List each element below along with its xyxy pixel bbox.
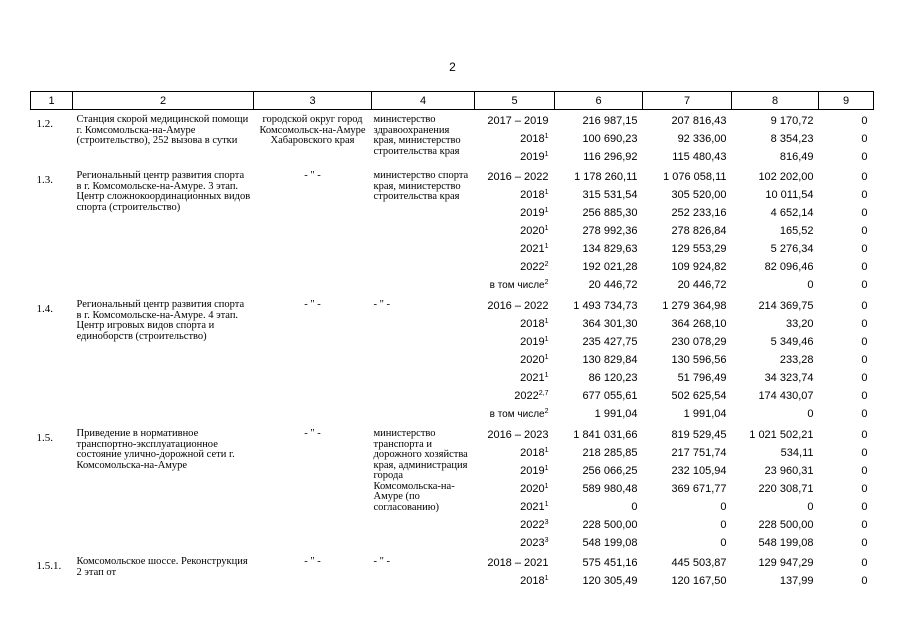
period-label: 2016 – 2022 — [487, 300, 549, 312]
period-label: 2020 — [520, 483, 545, 495]
column-7-cell: 305 520,00 — [671, 189, 727, 201]
column-8-cell: 0 — [807, 501, 814, 513]
total-cell: 134 829,63 — [582, 243, 638, 255]
total-cell: 86 120,23 — [588, 372, 638, 384]
column-8-cell: 0 — [807, 279, 814, 291]
page-number: 2 — [449, 60, 456, 74]
column-8-cell: 8 354,23 — [770, 133, 814, 145]
column-8-cell: 129 947,29 — [758, 557, 814, 569]
total-cell: 218 285,85 — [582, 447, 638, 459]
period-cell — [475, 204, 555, 222]
column-7-cell: 819 529,45 — [671, 429, 727, 441]
period-cell — [475, 552, 555, 572]
column-9-cell: 0 — [861, 115, 868, 127]
table-row — [31, 424, 874, 444]
column-9-cell: 0 — [861, 354, 868, 366]
column-9-cell: 0 — [861, 261, 868, 273]
column-7-cell: 252 233,16 — [671, 207, 727, 219]
item-number: 1.5. — [36, 432, 53, 444]
column-8-cell: 34 323,74 — [764, 372, 814, 384]
column-7-cell: 364 268,10 — [671, 318, 727, 330]
column-header: 2 — [73, 92, 254, 110]
table-row — [31, 166, 874, 186]
period-label: 2016 – 2022 — [487, 171, 549, 183]
column-header: 3 — [254, 92, 372, 110]
period-cell — [475, 572, 555, 590]
period-label: 2019 — [520, 151, 545, 163]
column-8-cell: 102 202,00 — [758, 171, 814, 183]
column-9-cell: 0 — [861, 151, 868, 163]
total-cell: 278 992,36 — [582, 225, 638, 237]
column-7-cell: 217 751,74 — [671, 447, 727, 459]
column-8-cell: 548 199,08 — [758, 537, 814, 549]
column-header: 9 — [819, 92, 874, 110]
footnote-mark: 1 — [544, 318, 549, 325]
column-9-cell: 0 — [861, 225, 868, 237]
item-location: городской округ город Комсомольск-на-Амуре Хабаровского края — [259, 114, 366, 146]
item-number: 1.2. — [36, 118, 53, 130]
period-cell — [475, 462, 555, 480]
period-label: в том числе — [489, 280, 545, 291]
footnote-mark: 1 — [544, 151, 549, 158]
period-label: 2016 – 2023 — [487, 429, 549, 441]
column-8-cell: 5 349,46 — [770, 336, 814, 348]
total-cell: 575 451,16 — [582, 557, 638, 569]
footnote-mark: 1 — [544, 483, 549, 490]
footnote-mark: 3 — [544, 537, 549, 544]
footnote-mark: 1 — [544, 207, 549, 214]
total-cell: 364 301,30 — [582, 318, 638, 330]
column-9-cell: 0 — [861, 189, 868, 201]
period-cell — [475, 424, 555, 444]
period-label: 2020 — [520, 225, 545, 237]
period-cell — [475, 276, 555, 295]
footnote-mark: 2 — [544, 408, 549, 415]
column-9-cell: 0 — [861, 207, 868, 219]
column-8-cell: 214 369,75 — [758, 300, 814, 312]
column-7-cell: 130 596,56 — [671, 354, 727, 366]
column-8-cell: 23 960,31 — [764, 465, 814, 477]
item-executor: - " - — [373, 556, 391, 567]
column-7-cell: 502 625,54 — [671, 390, 727, 402]
total-cell: 1 178 260,11 — [574, 171, 638, 183]
period-label: 2018 — [520, 133, 545, 145]
footnote-mark: 1 — [544, 336, 549, 343]
column-8-cell: 816,49 — [779, 151, 814, 163]
column-9-cell: 0 — [861, 243, 868, 255]
period-cell — [475, 166, 555, 186]
total-cell: 100 690,23 — [582, 133, 638, 145]
table-row — [31, 552, 874, 572]
column-8-cell: 4 652,14 — [770, 207, 814, 219]
item-number: 1.4. — [36, 303, 53, 315]
total-cell: 20 446,72 — [588, 279, 638, 291]
column-7-cell: 0 — [720, 501, 727, 513]
period-label: 2019 — [520, 336, 545, 348]
period-cell — [475, 369, 555, 387]
column-7-cell: 120 167,50 — [671, 575, 727, 587]
footnote-mark: 1 — [544, 575, 549, 582]
column-9-cell: 0 — [861, 501, 868, 513]
period-label: 2020 — [520, 354, 545, 366]
column-7-cell: 92 336,00 — [677, 133, 727, 145]
column-7-cell: 51 796,49 — [677, 372, 727, 384]
item-number: 1.3. — [36, 174, 53, 186]
period-label: 2018 — [520, 447, 545, 459]
period-cell — [475, 387, 555, 405]
footnote-mark: 2,7 — [538, 390, 549, 397]
period-label: 2021 — [520, 501, 545, 513]
column-7-cell: 207 816,43 — [671, 115, 727, 127]
footnote-mark: 1 — [544, 133, 549, 140]
column-8-cell: 82 096,46 — [764, 261, 814, 273]
item-name: Комсомольское шоссе. Реконструкция 2 этап от — [76, 556, 248, 578]
period-cell — [475, 534, 555, 552]
column-7-cell: 1 991,04 — [683, 408, 727, 420]
column-9-cell: 0 — [861, 390, 868, 402]
total-cell: 548 199,08 — [582, 537, 638, 549]
period-label: 2023 — [520, 537, 545, 549]
footnote-mark: 1 — [544, 501, 549, 508]
column-8-cell: 220 308,71 — [758, 483, 814, 495]
period-cell — [475, 516, 555, 534]
item-executor: министерство транспорта и дорожного хозяйства края, администрация города Комсомольска-на-Амуре (по согласованию) — [373, 428, 468, 513]
table-row — [31, 110, 874, 131]
item-name: Приведение в нормативное транспортно-эксплуатационное состояние улично-дорожной сети г. Комсомольска-на-Амуре — [76, 428, 235, 471]
column-7-cell: 1 076 058,11 — [663, 171, 727, 183]
column-7-cell: 445 503,87 — [671, 557, 727, 569]
period-label: 2021 — [520, 243, 545, 255]
column-8-cell: 0 — [807, 408, 814, 420]
period-cell — [475, 405, 555, 424]
footnote-mark: 1 — [544, 354, 549, 361]
column-9-cell: 0 — [861, 447, 868, 459]
period-label: 2018 — [520, 575, 545, 587]
period-label: 2018 — [520, 318, 545, 330]
total-cell: 1 991,04 — [594, 408, 638, 420]
period-cell — [475, 333, 555, 351]
column-8-cell: 10 011,54 — [765, 189, 814, 201]
footnote-mark: 2 — [544, 279, 549, 286]
period-cell — [475, 148, 555, 166]
column-9-cell: 0 — [861, 300, 868, 312]
footnote-mark: 1 — [544, 372, 549, 379]
footnote-mark: 1 — [544, 225, 549, 232]
column-9-cell: 0 — [861, 575, 868, 587]
period-cell — [475, 258, 555, 276]
column-8-cell: 233,28 — [779, 354, 814, 366]
column-7-cell: 1 279 364,98 — [662, 300, 727, 312]
total-cell: 0 — [631, 501, 638, 513]
period-label: 2018 – 2021 — [487, 557, 549, 569]
column-9-cell: 0 — [861, 318, 868, 330]
period-cell — [475, 295, 555, 315]
column-8-cell: 33,20 — [785, 318, 814, 330]
footnote-mark: 3 — [544, 519, 549, 526]
total-cell: 256 885,30 — [582, 207, 638, 219]
column-9-cell: 0 — [861, 519, 868, 531]
column-8-cell: 228 500,00 — [758, 519, 814, 531]
column-8-cell: 137,99 — [779, 575, 814, 587]
column-9-cell: 0 — [861, 465, 868, 477]
column-header: 1 — [31, 92, 73, 110]
period-cell — [475, 130, 555, 148]
period-cell — [475, 315, 555, 333]
period-cell — [475, 110, 555, 131]
item-location: - " - — [304, 428, 321, 439]
item-location: - " - — [304, 170, 321, 181]
item-location: - " - — [304, 556, 321, 567]
column-9-cell: 0 — [861, 372, 868, 384]
table-row — [31, 295, 874, 315]
column-7-cell: 232 105,94 — [671, 465, 727, 477]
period-label: 2018 — [520, 189, 545, 201]
footnote-mark: 1 — [544, 243, 549, 250]
column-9-cell: 0 — [861, 408, 868, 420]
column-7-cell: 230 078,29 — [671, 336, 727, 348]
total-cell: 228 500,00 — [582, 519, 638, 531]
column-7-cell: 0 — [720, 537, 727, 549]
column-7-cell: 129 553,29 — [671, 243, 727, 255]
column-header: 7 — [643, 92, 732, 110]
item-name: Региональный центр развития спорта в г. Комсомольске-на-Амуре. 3 этап. Центр сложнокоординационных видов спорта (строительство) — [76, 170, 251, 213]
column-9-cell: 0 — [861, 336, 868, 348]
header-row — [31, 92, 874, 110]
total-cell: 256 066,25 — [582, 465, 638, 477]
period-cell — [475, 480, 555, 498]
column-9-cell: 0 — [861, 279, 868, 291]
period-label: 2017 – 2019 — [487, 115, 549, 127]
column-9-cell: 0 — [861, 133, 868, 145]
period-label: 2022 — [520, 519, 545, 531]
column-9-cell: 0 — [861, 429, 868, 441]
program-table — [30, 91, 874, 590]
column-7-cell: 369 671,77 — [671, 483, 727, 495]
period-cell — [475, 444, 555, 462]
period-cell — [475, 186, 555, 204]
column-9-cell: 0 — [861, 537, 868, 549]
footnote-mark: 1 — [544, 447, 549, 454]
item-location: - " - — [304, 299, 321, 310]
column-7-cell: 109 924,82 — [671, 261, 727, 273]
column-7-cell: 0 — [720, 519, 727, 531]
column-8-cell: 534,11 — [780, 447, 814, 459]
period-label: 2019 — [520, 207, 545, 219]
period-label: 2022 — [514, 390, 539, 402]
item-number: 1.5.1. — [36, 560, 62, 572]
item-executor: - " - — [373, 299, 391, 310]
total-cell: 315 531,54 — [582, 189, 638, 201]
footnote-mark: 2 — [544, 261, 549, 268]
period-label: 2019 — [520, 465, 545, 477]
column-8-cell: 5 276,34 — [770, 243, 814, 255]
column-7-cell: 278 826,84 — [671, 225, 727, 237]
column-header: 4 — [372, 92, 475, 110]
column-8-cell: 1 021 502,21 — [749, 429, 814, 441]
total-cell: 235 427,75 — [582, 336, 638, 348]
column-9-cell: 0 — [861, 557, 868, 569]
footnote-mark: 1 — [544, 189, 549, 196]
total-cell: 677 055,61 — [582, 390, 638, 402]
period-label: 2022 — [520, 261, 545, 273]
total-cell: 116 296,92 — [583, 151, 638, 163]
column-7-cell: 20 446,72 — [677, 279, 727, 291]
period-label: в том числе — [489, 409, 545, 420]
total-cell: 120 305,49 — [582, 575, 638, 587]
total-cell: 192 021,28 — [582, 261, 638, 273]
column-9-cell: 0 — [861, 171, 868, 183]
period-cell — [475, 351, 555, 369]
total-cell: 1 841 031,66 — [573, 429, 638, 441]
column-header: 8 — [732, 92, 819, 110]
period-cell — [475, 498, 555, 516]
column-8-cell: 9 170,72 — [770, 115, 814, 127]
column-8-cell: 174 430,07 — [758, 390, 814, 402]
column-8-cell: 165,52 — [779, 225, 814, 237]
period-cell — [475, 240, 555, 258]
total-cell: 1 493 734,73 — [573, 300, 638, 312]
total-cell: 216 987,15 — [582, 115, 638, 127]
period-label: 2021 — [520, 372, 545, 384]
period-cell — [475, 222, 555, 240]
column-9-cell: 0 — [861, 483, 868, 495]
item-executor: министерство спорта края, министерство строительства края — [373, 170, 469, 202]
column-7-cell: 115 480,43 — [672, 151, 727, 163]
item-executor: министерство здравоохранения края, министерство строительства края — [373, 114, 461, 157]
item-name: Региональный центр развития спорта в г. Комсомольске-на-Амуре. 4 этап. Центр игровых видов спорта и единоборств (строительство) — [76, 299, 245, 342]
table-body — [31, 110, 874, 591]
footnote-mark: 1 — [544, 465, 549, 472]
total-cell: 589 980,48 — [582, 483, 638, 495]
total-cell: 130 829,84 — [582, 354, 638, 366]
item-name: Станция скорой медицинской помощи г. Комсомольска-на-Амуре (строительство), 252 вызова в сутки — [76, 114, 249, 146]
column-header: 5 — [475, 92, 555, 110]
column-header: 6 — [555, 92, 643, 110]
